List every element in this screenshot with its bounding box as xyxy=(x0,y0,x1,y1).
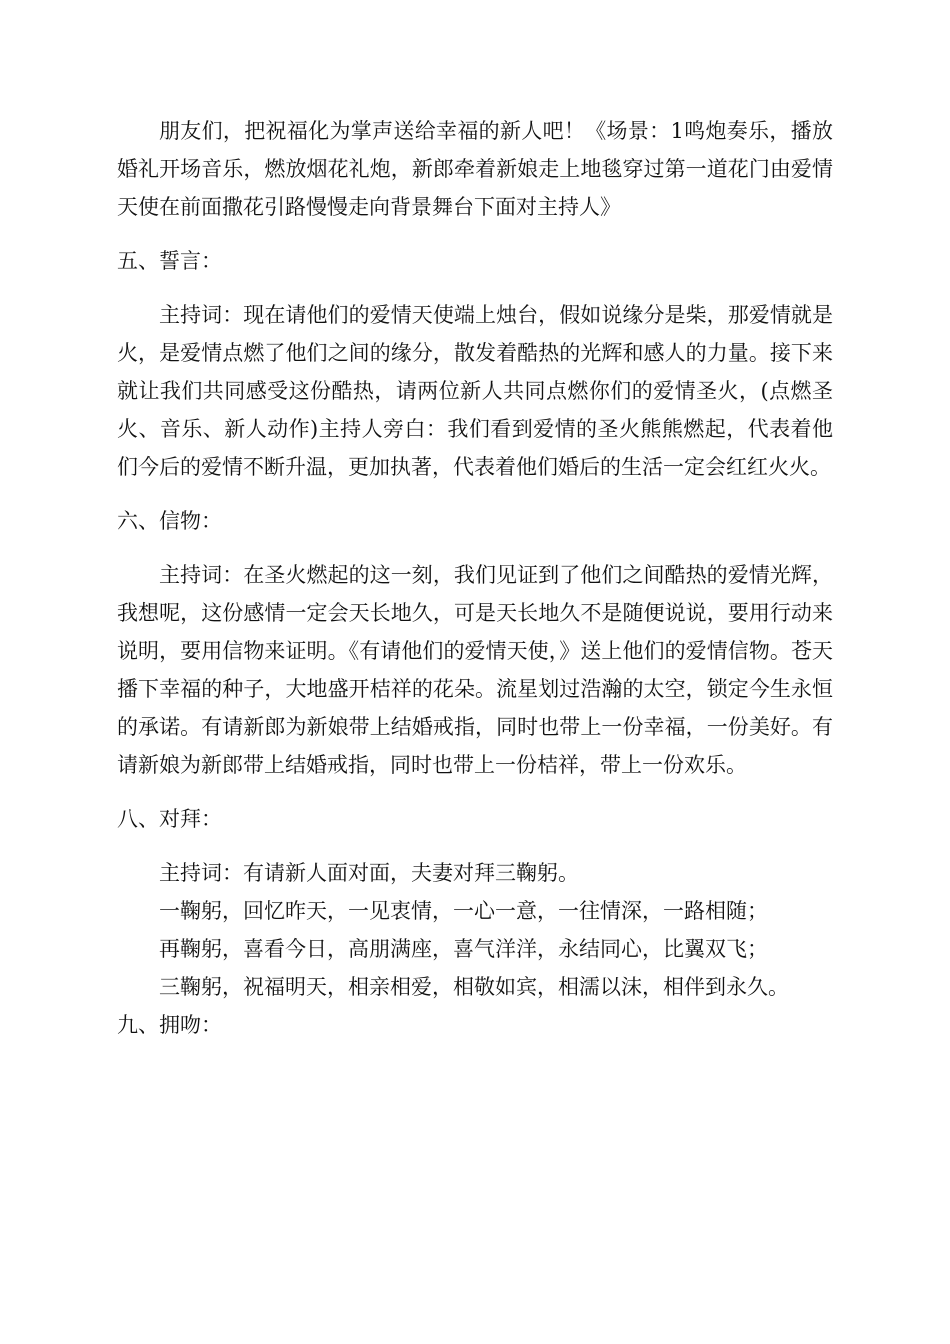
bow-line-1: 一鞠躬，回忆昨天，一见衷情，一心一意，一往情深，一路相随； xyxy=(159,899,768,923)
heading-kiss: 九、拥吻： xyxy=(117,1013,222,1037)
heading-tokens: 六、信物： xyxy=(117,509,222,533)
document-page xyxy=(117,112,833,1044)
bow-line-3: 三鞠躬，祝福明天，相亲相爱，相敬如宾，相濡以沫，相伴到永久。 xyxy=(159,975,789,999)
paragraph-scene: 朋友们，把祝福化为掌声送给幸福的新人吧！《场景：1鸣炮奏乐，播放婚礼开场音乐，燃放烟花礼炮，新郎牵着新娘走上地毯穿过第一道花门由爱情天使在前面撒花引路慢慢走向背景舞台下面对主持人》 xyxy=(117,119,833,219)
paragraph-vows: 主持词：现在请他们的爱情天使端上烛台，假如说缘分是柴，那爱情就是火，是爱情点燃了他们之间的缘分，散发着酷热的光辉和感人的力量。接下来就让我们共同感受这份酷热，请两位新人共同点燃你们的爱情圣火，(点燃圣火、音乐、新人动作)主持人旁白：我们看到爱情的圣火熊熊燃起，代表着他们今后的爱情不断升温，更加执著，代表着他们婚后的生活一定会红红火火。 xyxy=(117,303,833,479)
paragraph-tokens: 主持词：在圣火燃起的这一刻，我们见证到了他们之间酷热的爱情光辉，我想呢，这份感情一定会天长地久，可是天长地久不是随便说说，要用行动来说明，要用信物来证明。《有请他们的爱情天使，》送上他们的爱情信物。苍天播下幸福的种子，大地盛开桔祥的花朵。流星划过浩瀚的太空，锁定今生永恒的承诺。有请新郎为新娘带上结婚戒指，同时也带上一份幸福，一份美好。有请新娘为新郎带上结婚戒指，同时也带上一份桔祥，带上一份欢乐。 xyxy=(117,563,833,777)
paragraph-bow-intro: 主持词：有请新人面对面，夫妻对拜三鞠躬。 xyxy=(159,861,579,885)
heading-bow: 八、对拜： xyxy=(117,807,222,831)
bow-line-2: 再鞠躬，喜看今日，高朋满座，喜气洋洋，永结同心，比翼双飞； xyxy=(159,937,768,961)
heading-vows: 五、誓言： xyxy=(117,249,222,273)
